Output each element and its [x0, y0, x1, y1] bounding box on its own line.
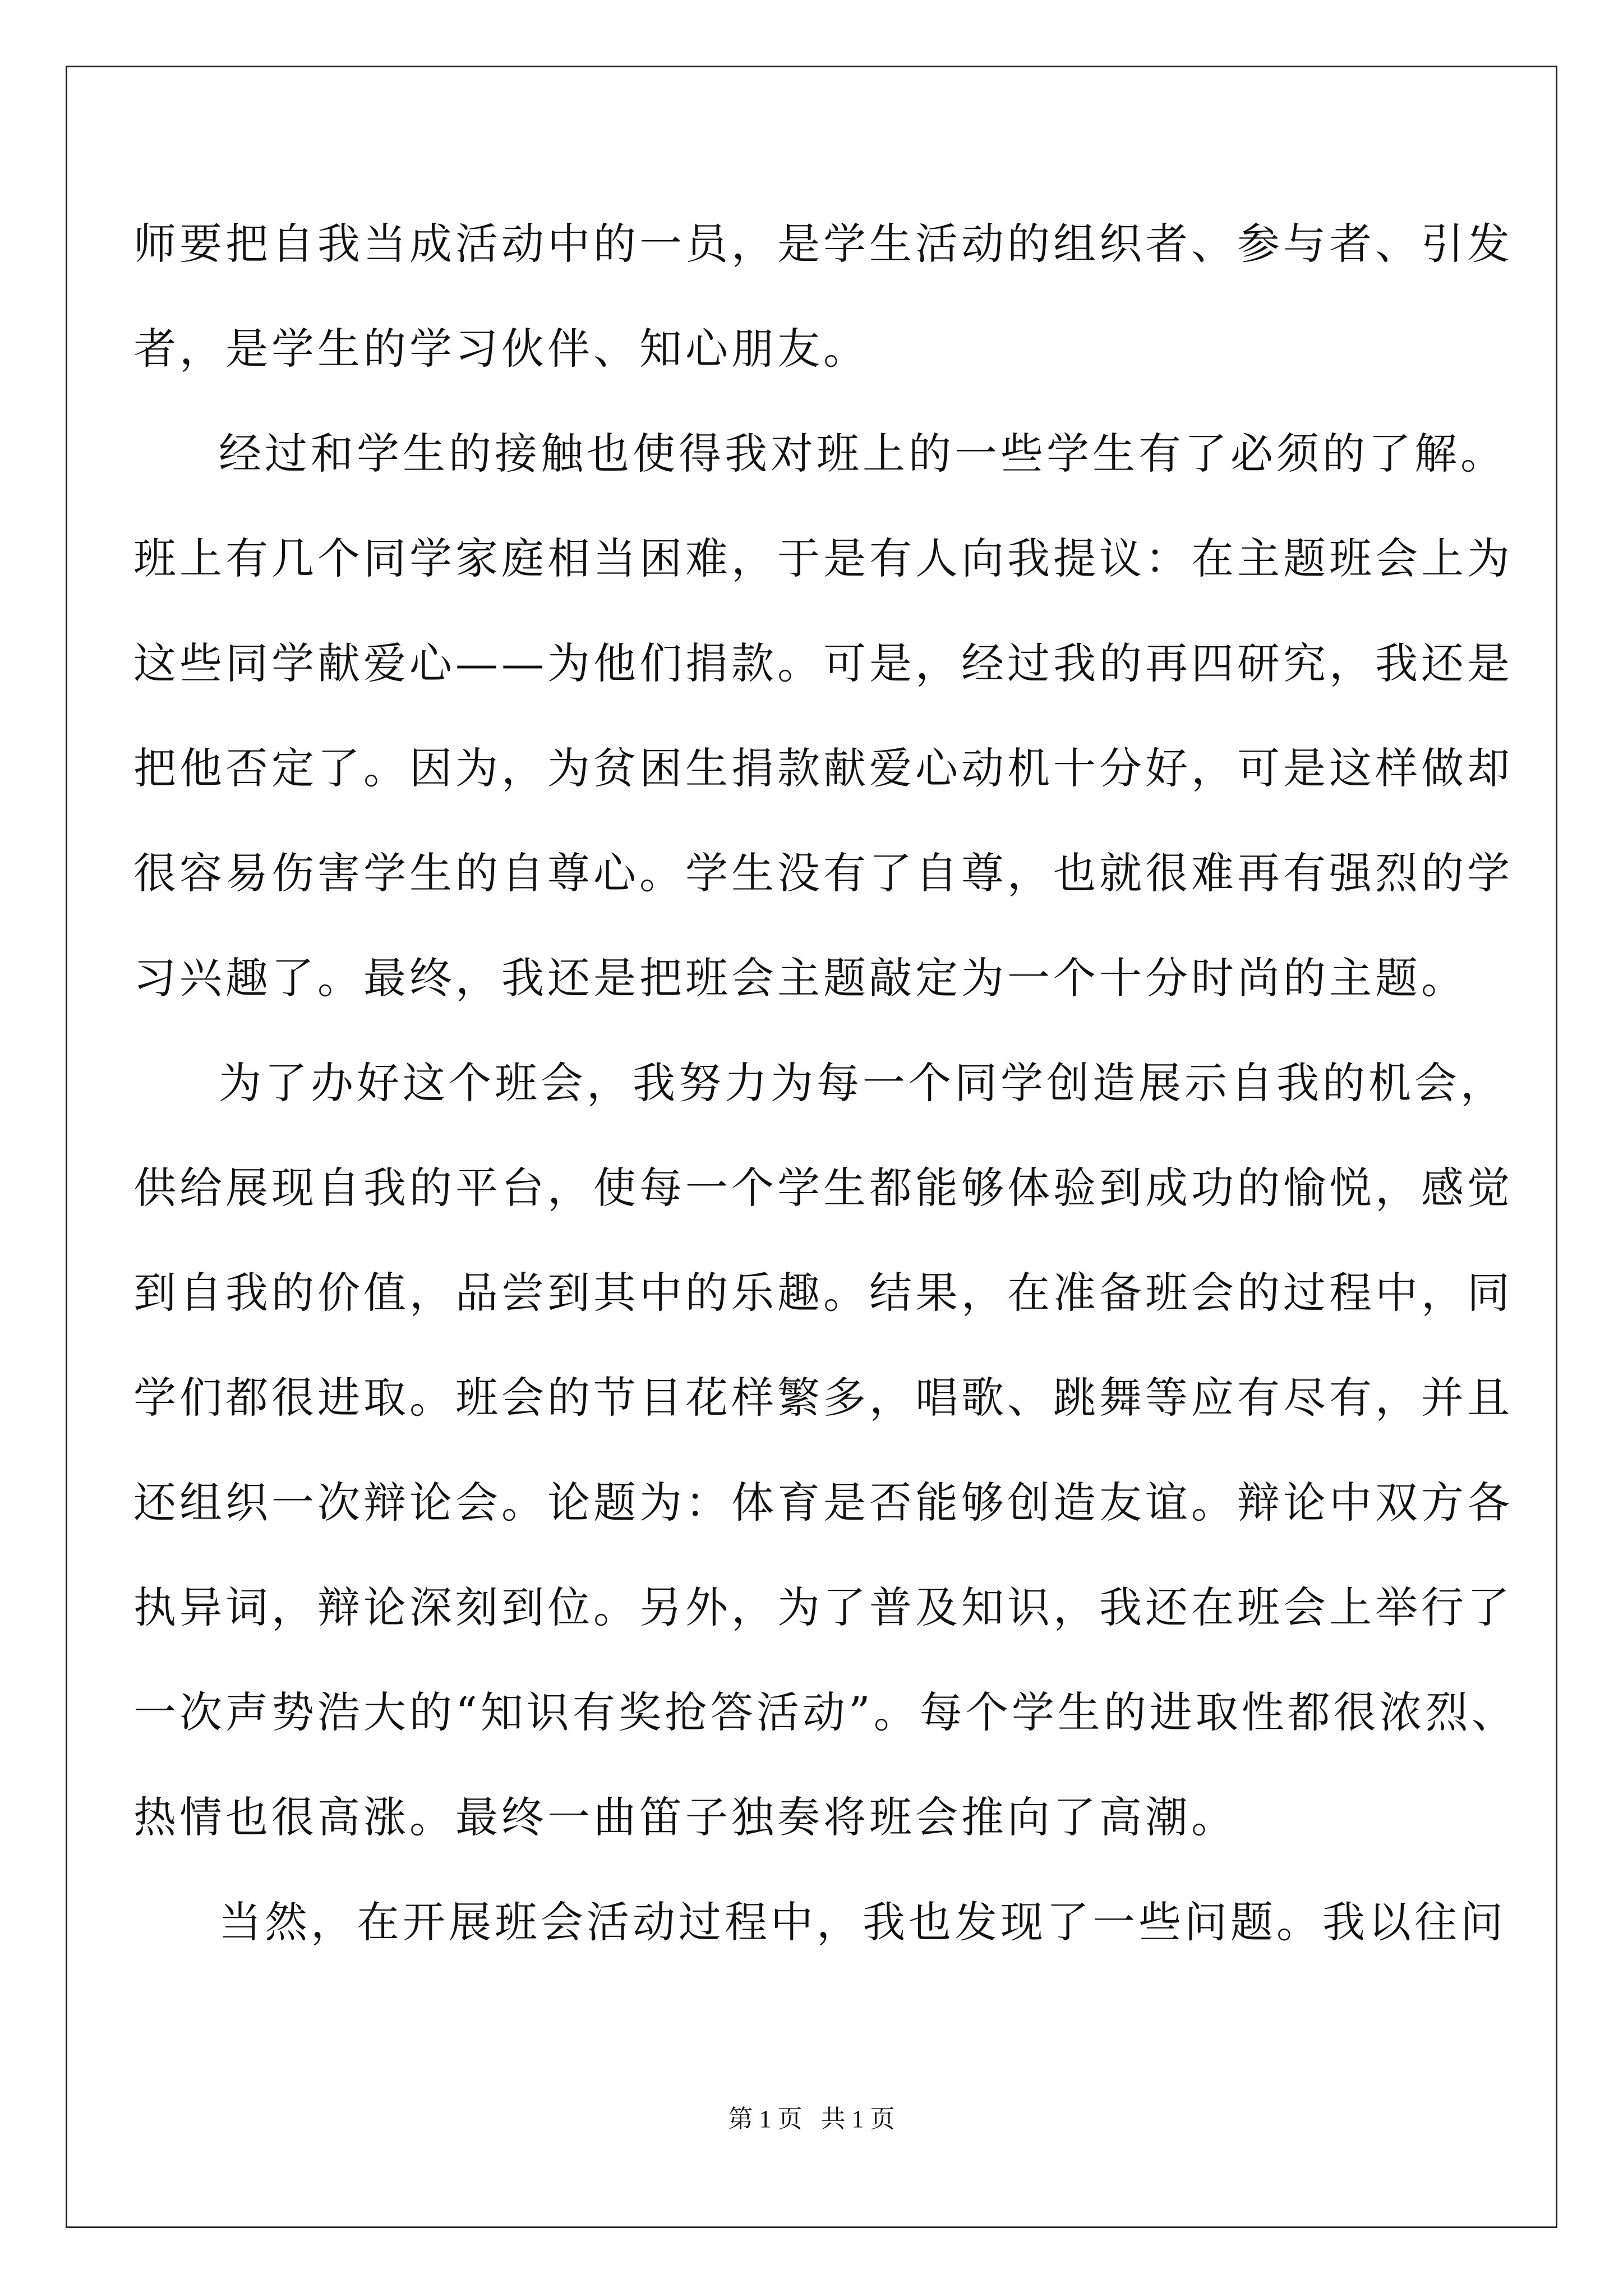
text-line: 这些同学献爱心——为他们捐款。可是，经过我的再四研究，我还是 — [133, 638, 1513, 688]
text-line: 习兴趣了。最终，我还是把班会主题敲定为一个十分时尚的主题。 — [133, 953, 1467, 1003]
text-line: 学们都很进取。班会的节目花样繁多，唱歌、跳舞等应有尽有，并且 — [133, 1373, 1513, 1423]
text-line: 供给展现自我的平台，使每一个学生都能够体验到成功的愉悦，感觉 — [133, 1163, 1513, 1213]
text-line: 还组织一次辩论会。论题为：体育是否能够创造友谊。辩论中双方各 — [133, 1478, 1513, 1527]
paragraph-start-line: 经过和学生的接触也使得我对班上的一些学生有了必须的了解。 — [219, 429, 1506, 478]
text-line: 者，是学生的学习伙伴、知心朋友。 — [133, 324, 869, 374]
text-line: 到自我的价值，品尝到其中的乐趣。结果，在准备班会的过程中，同 — [133, 1268, 1513, 1318]
text-line: 很容易伤害学生的自尊心。学生没有了自尊，也就很难再有强烈的学 — [133, 848, 1513, 898]
paragraph-start-line: 为了办好这个班会，我努力为每一个同学创造展示自我的机会， — [219, 1058, 1506, 1108]
text-line: 师要把自我当成活动中的一员，是学生活动的组织者、参与者、引发 — [133, 219, 1513, 269]
page-number-footer: 第 1 页 共 1 页 — [728, 2105, 895, 2133]
paragraph-start-line: 当然，在开展班会活动过程中，我也发现了一些问题。我以往问 — [219, 1897, 1506, 1947]
text-line: 班上有几个同学家庭相当困难，于是有人向我提议：在主题班会上为 — [133, 533, 1513, 583]
text-line: 执异词，辩论深刻到位。另外，为了普及知识，我还在班会上举行了 — [133, 1582, 1513, 1632]
document-body — [133, 210, 1518, 1994]
text-line: 把他否定了。因为，为贫困生捐款献爱心动机十分好，可是这样做却 — [133, 743, 1513, 793]
text-line: 一次声势浩大的“知识有奖抢答活动”。每个学生的进取性都很浓烈、 — [133, 1687, 1518, 1737]
text-line: 热情也很高涨。最终一曲笛子独奏将班会推向了高潮。 — [133, 1792, 1237, 1842]
